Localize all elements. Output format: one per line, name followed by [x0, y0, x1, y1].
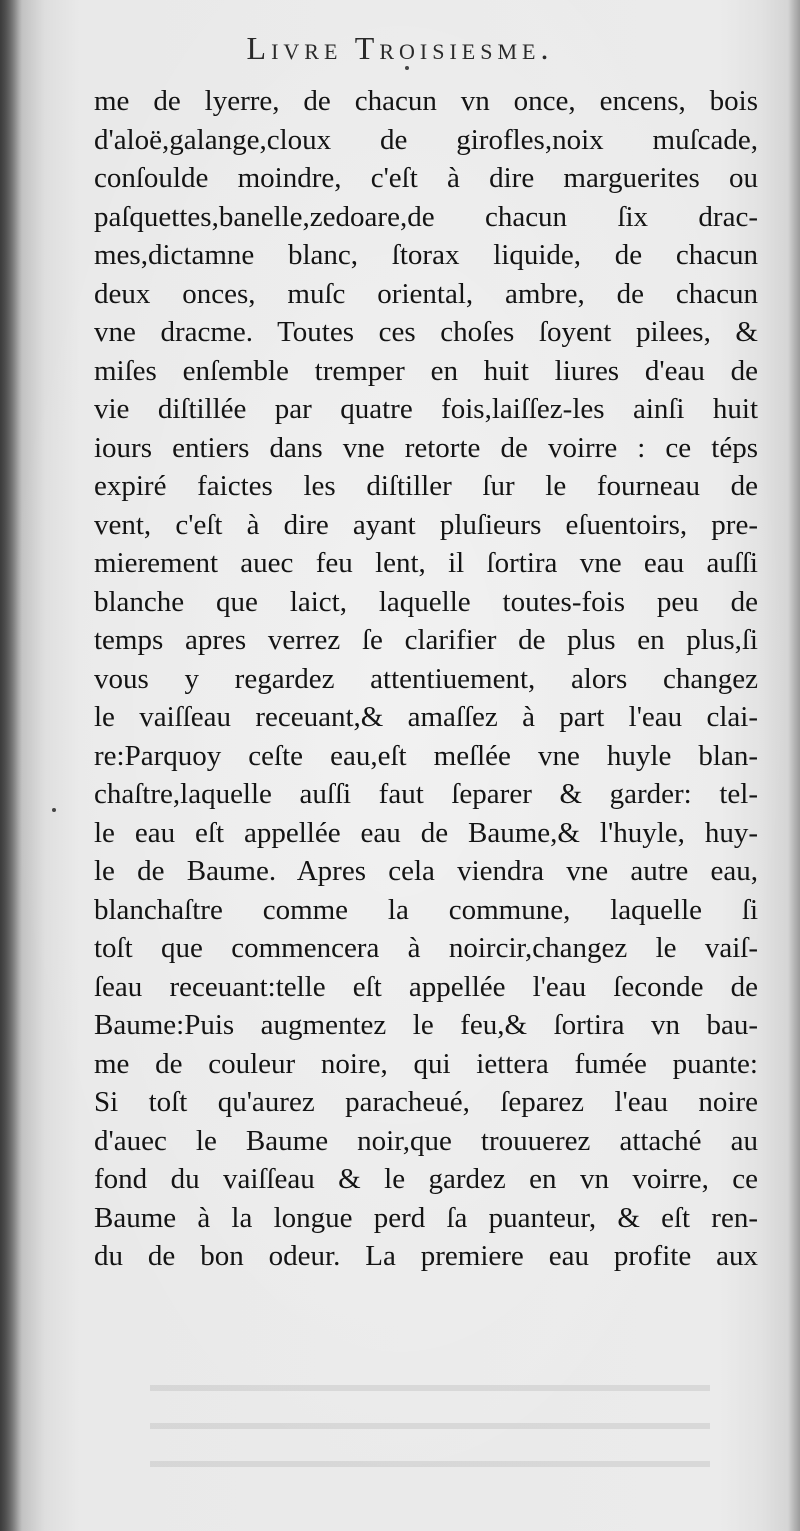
- text-line: Si toſt qu'aurez paracheué, ſeparez l'eau noire: [94, 1086, 758, 1118]
- text-line: blanche que laict, laquelle toutes-fois peu de: [94, 585, 758, 618]
- text-line: vne dracme. Toutes ces choſes ſoyent pilees, &: [94, 316, 758, 348]
- text-line: d'auec le Baume noir,que trouuerez attaché au: [94, 1124, 758, 1157]
- text-line: chaſtre,laquelle auſſi faut ſeparer & garder: tel-: [94, 778, 758, 810]
- text-line: iours entiers dans vne retorte de voirre : ce téps: [94, 431, 758, 464]
- text-line: me de lyerre, de chacun vn once, encens, bois: [94, 85, 758, 117]
- text-line: Baume:Puis augmentez le feu,& ſortira vn bau-: [94, 1009, 758, 1041]
- text-line: vous y regardez attentiuement, alors changez: [94, 662, 758, 695]
- page-gutter-shadow: [0, 0, 22, 1531]
- running-head: Livre Troisiesme.: [246, 30, 554, 66]
- show-through-bleed: [150, 1385, 710, 1495]
- text-line: toſt que commencera à noircir,changez le vaiſ-: [94, 932, 758, 964]
- text-line: le eau eſt appellée eau de Baume,& l'huyle, huy-: [94, 816, 758, 849]
- text-line: du de bon odeur. La premiere eau profite aux: [94, 1240, 758, 1272]
- text-line: mierement auec feu lent, il ſortira vne eau auſſi: [94, 547, 758, 579]
- text-line: blanchaſtre comme la commune, laquelle ſi: [94, 893, 758, 926]
- text-line: paſquettes,banelle,zedoare,de chacun ſix drac-: [94, 200, 758, 233]
- ink-speck: [52, 808, 56, 812]
- text-line: deux onces, muſc oriental, ambre, de chacun: [94, 277, 758, 310]
- text-line: mes,dictamne blanc, ſtorax liquide, de chacun: [94, 239, 758, 271]
- text-line: le vaiſſeau receuant,& amaſſez à part l'eau clai-: [94, 701, 758, 733]
- body-text: [94, 82, 758, 1276]
- text-line: conſoulde moindre, c'eſt à dire marguerites ou: [94, 162, 758, 194]
- text-line: expiré faictes les diſtiller ſur le fourneau de: [94, 470, 758, 502]
- text-line: vie diſtillée par quatre fois,laiſſez-les ainſi huit: [94, 393, 758, 425]
- ink-speck: [405, 66, 409, 70]
- text-line: d'aloë,galange,cloux de girofles,noix muſcade,: [94, 123, 758, 156]
- page-edge-shadow: [788, 0, 800, 1531]
- text-line: le de Baume. Apres cela viendra vne autre eau,: [94, 855, 758, 887]
- text-line: miſes enſemble tremper en huit liures d'eau de: [94, 354, 758, 387]
- text-line: me de couleur noire, qui iettera fumée puante:: [94, 1047, 758, 1080]
- text-line: temps apres verrez ſe clarifier de plus en plus,ſi: [94, 624, 758, 656]
- text-line: Baume à la longue perd ſa puanteur, & eſt ren-: [94, 1201, 758, 1234]
- text-line: re:Parquoy ceſte eau,eſt meſlée vne huyle blan-: [94, 739, 758, 772]
- text-line: ſeau receuant:telle eſt appellée l'eau ſeconde de: [94, 970, 758, 1003]
- text-line: vent, c'eſt à dire ayant pluſieurs eſuentoirs, pre-: [94, 508, 758, 541]
- text-line: fond du vaiſſeau & le gardez en vn voirre, ce: [94, 1163, 758, 1195]
